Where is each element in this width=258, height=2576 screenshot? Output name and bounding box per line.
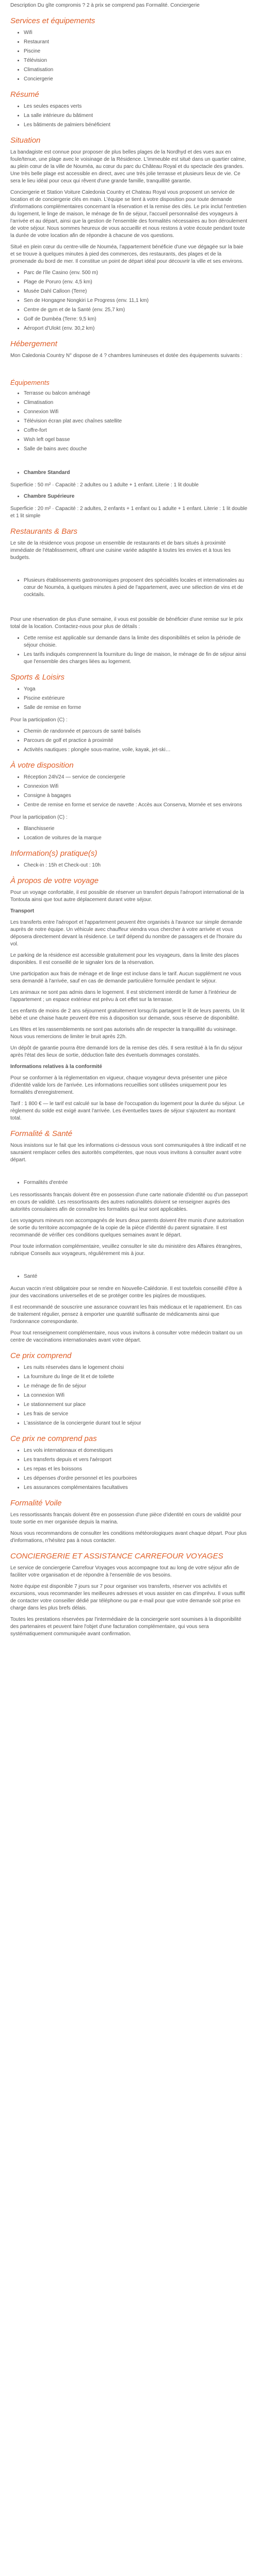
list-item: • Golf de Dumbéa (Terre: 9,5 km) — [24, 316, 248, 323]
list-item: • Parc de l'île Casino (env. 500 m) — [24, 269, 248, 277]
services-title: Services et équipements — [10, 16, 95, 25]
list-item: • La salle intérieure du bâtiment — [24, 112, 248, 120]
formalite-voile-paragraph: Nous vous recommandons de consulter les conditions météorologiques avant chaque départ. Pour plus d'informations, n'hésitez pas à nous contacter. — [10, 1531, 247, 1544]
participation-paragraph: Pour la participation (C) : — [10, 717, 68, 723]
transport-heading: Transport — [10, 908, 35, 914]
list-item: • Chambre Standard — [24, 469, 248, 477]
voyage-paragraph: Les animaux ne sont pas admis dans le logement. Il est strictement interdit de fumer à l'intérieur de l'appartement ; un espace extérieur est prévu à cet effet sur la terrasse. — [10, 990, 237, 1003]
list-item: • Connexion Wifi — [24, 783, 248, 790]
chambre-standard-details: Superficie : 50 m² · Capacité : 2 adultes ou 1 adulte + 1 enfant. Literie : 1 lit double — [10, 482, 199, 488]
formalite-title: Formalité & Santé — [10, 1129, 73, 1139]
list-item: • Conciergerie — [24, 76, 248, 83]
list-item: • Chambre Supérieure — [24, 493, 248, 500]
voyage-paragraph: Pour un voyage confortable, il est possible de réserver un transfert depuis l'aéroport international de la Tontouta ainsi que tout autre déplacement durant votre séjour. — [10, 890, 244, 903]
list-item: • Parcours de golf et practice à proximité — [24, 737, 248, 744]
formalite-paragraph: Les ressortissants français doivent être en possession d'une carte nationale d'identité ou d'un passeport en cours de validité. Les ressortissants des autres nationalités doivent se renseigner auprès des autorités consulaires afin de connaître les formalités qui leur sont applicables. — [10, 1192, 248, 1213]
list-item: • Wish left ogel basse — [24, 436, 248, 444]
intro-text: Description Du gîte compromis ? 2 à prix se comprend pas Formalité. Conciergerie — [10, 3, 200, 8]
conciergerie-paragraph: Notre équipe est disponible 7 jours sur 7 pour organiser vos transferts, réserver vos activités et excursions, vous recommander les meilleures adresses et vous assister en cas d'imprévu. Il vous suffit de contacter votre conseiller dédié par téléphone ou par e-mail pour que votre demande soit prise en charge dans les plus brefs délais. — [10, 1584, 245, 1612]
conciergerie-paragraph: Toutes les prestations réservées par l'intermédiaire de la conciergerie sont soumises à la disponibilité des partenaires et peuvent faire l'objet d'une facturation complémentaire, qui vous sera systématiquement communiquée avant confirmation. — [10, 1617, 241, 1637]
list-item: • Salle de bains avec douche — [24, 446, 248, 453]
page — [0, 2, 258, 1663]
list-item: • Aéroport d'Ulokt (env. 30,2 km) — [24, 325, 248, 332]
list-item: • Les seules espaces verts — [24, 103, 248, 110]
list-item: • Les tarifs indiqués comprennent la fourniture du linge de maison, le ménage de fin de séjour ainsi que l'ensemble des charges liées au logement. — [24, 651, 248, 666]
list-item: • Coffre-fort — [24, 427, 248, 434]
situation-paragraph: La bandagiste est connue pour proposer de plus belles plages de la Nordhyd et des vues aux en foule/tenue, une plage avec le voisinage de la Résidence. L'immeuble est situé dans un quartier calme, au plein cœur de la ville de Nouméa, au cœur du parc du Château Royal et du spectacle des grandes. Une très belle plage est accessible en direct, avec une très jolie terrasse et plusieurs lieux de vie. Ce sera le lieu idéal pour ceux qui rêvent d'une grande famille, tranquillité garantie. — [10, 149, 246, 184]
formalite-paragraph: Pour tout renseignement complémentaire, nous vous invitons à consulter votre médecin traitant ou un centre de vaccinations internationales avant votre départ. — [10, 1330, 243, 1344]
list-item: • Restaurant — [24, 39, 248, 46]
list-item: • La connexion Wifi — [24, 1392, 248, 1399]
comprend-pas-title: Ce prix ne comprend pas — [10, 1434, 97, 1444]
chambre-superieure — [10, 493, 248, 500]
list-item: • Connexion Wifi — [24, 409, 248, 416]
voyage-paragraph: Les fêtes et les rassemblements ne sont pas autorisés afin de respecter la tranquillité du voisinage. Nous vous remercions de limiter le bruit après 22h. — [10, 1027, 237, 1040]
list-item: • Piscine extérieure — [24, 695, 248, 702]
list-item: • Blanchisserie — [24, 825, 248, 833]
list-item: • Chemin de randonnée et parcours de santé balisés — [24, 728, 248, 735]
comprend-title: Ce prix comprend — [10, 1351, 72, 1361]
list-item: • Les bâtiments de palmiers bénéficient — [24, 122, 248, 129]
restaurants-paragraph: Le site de la résidence vous propose un ensemble de restaurants et de bars situés à proximité immédiate de l'établissement, offrant une cuisine variée adaptée à toutes les envies et à tous les budgets. — [10, 540, 231, 561]
voyage-paragraph: Les enfants de moins de 2 ans séjournent gratuitement lorsqu'ils partagent le lit de leurs parents. Un lit bébé et une chaise haute peuvent être mis à disposition sur demande, sous réserve de disponibilité. — [10, 1008, 245, 1022]
formalite-paragraph: Les voyageurs mineurs non accompagnés de leurs deux parents doivent être munis d'une autorisation de sortie du territoire accompagnée de la copie de la pièce d'identité du parent signataire. Il est recommandé de vérifier ces conditions quelques semaines avant le départ. — [10, 1218, 244, 1239]
list-item: • Les repas et les boissons — [24, 1466, 248, 1473]
list-item: • Sen de Hongagne Nongkiri Le Progress (env. 11,1 km) — [24, 297, 248, 304]
list-item: • Le stationnement sur place — [24, 1401, 248, 1409]
sports-title: Sports & Loisirs — [10, 673, 65, 682]
note-paragraph: Pour une réservation de plus d'une semaine, il vous est possible de bénéficier d'une remise sur le prix total de la location. Contactez-nous pour plus de détails : — [10, 617, 243, 630]
list-item: • Climatisation — [24, 399, 248, 406]
comprend-list — [10, 1364, 248, 1427]
conciergerie-title: CONCIERGERIE ET ASSISTANCE CARREFOUR VOYAGES — [10, 1552, 223, 1561]
voyage-title: À propos de votre voyage — [10, 876, 99, 886]
list-item: • L'assistance de la conciergerie durant tout le séjour — [24, 1420, 248, 1427]
list-item: • Les assurances complémentaires facultatives — [24, 1484, 248, 1492]
sante-list — [10, 1273, 248, 1280]
participation-list — [10, 728, 248, 754]
voyage-paragraph: Une participation aux frais de ménage et de linge est incluse dans le tarif. Aucun supplément ne vous sera demandé à l'arrivée, sauf en cas de demande particulière formulée pendant le séjour. — [10, 971, 241, 985]
disposition-title: À votre disposition — [10, 761, 74, 770]
list-item: • Location de voitures de la marque — [24, 835, 248, 842]
list-item: • Cette remise est applicable sur demande dans la limite des disponibilités et selon la période de séjour choisie. — [24, 635, 248, 649]
sports-list — [10, 686, 248, 711]
formalite-voile-paragraph: Les ressortissants français doivent être en possession d'une pièce d'identité en cours de validité pour toute sortie en mer organisée depuis la marina. — [10, 1512, 241, 1526]
list-item: • Télévision — [24, 57, 248, 64]
voyage-paragraph: Les transferts entre l'aéroport et l'appartement peuvent être organisés à l'avance sur simple demande auprès de notre équipe. Un véhicule avec chauffeur viendra vous chercher à votre arrivée et vous déposera directement devant la résidence. Le tarif dépend du nombre de passagers et de l'horaire du vol. — [10, 920, 243, 947]
list-item: • Wifi — [24, 29, 248, 37]
formalite-paragraph: Aucun vaccin n'est obligatoire pour se rendre en Nouvelle-Calédonie. Il est toutefois conseillé d'être à jour des vaccinations universelles et de se protéger contre les piqûres de moustiques. — [10, 1286, 242, 1299]
conformite-heading: Informations relatives à la conformité — [10, 1064, 102, 1070]
voyage-paragraph: Un dépôt de garantie pourra être demandé lors de la remise des clés. Il sera restitué à la fin du séjour après l'état des lieux de sortie, déduction faite des éventuels dommages constatés. — [10, 1045, 243, 1059]
situation-paragraph: Situé en plein cœur du centre-ville de Nouméa, l'appartement bénéficie d'une vue dégagée sur la baie et se trouve à quelques minutes à pied des commerces, des restaurants, des plages et de la promenade du bord de mer. Il constitue un point de départ idéal pour découvrir la ville et ses environs. — [10, 244, 244, 264]
equipements-list — [10, 390, 248, 453]
disposition-list — [10, 774, 248, 809]
list-item: • Les dépenses d'ordre personnel et les pourboires — [24, 1475, 248, 1482]
voyage-paragraph: Tarif : 1 800 € — le tarif est calculé sur la base de l'occupation du logement pour la durée du séjour. Le règlement du solde est exigé avant l'arrivée. Les éventuelles taxes de séjour s'ajoutent au montant total. — [10, 1101, 245, 1122]
list-item: • Le ménage de fin de séjour — [24, 1383, 248, 1390]
list-item: • Terrasse ou balcon aménagé — [24, 390, 248, 397]
list-item: • Les transferts depuis et vers l'aéroport — [24, 1456, 248, 1464]
situation-title: Situation — [10, 136, 41, 145]
list-item: • Santé — [24, 1273, 248, 1280]
services-list — [10, 29, 248, 83]
voyage-paragraph: Pour se conformer à la réglementation en vigueur, chaque voyageur devra présenter une pièce d'identité valide lors de l'arrivée. Les informations recueillies sont utilisées uniquement pour les formalités d'enregistrement. — [10, 1075, 228, 1096]
hebergement-paragraph: Mon Caledonia Country N° dispose de 4 ? chambres lumineuses et dotée des équipements suivants : — [10, 353, 243, 359]
participation2-paragraph: Pour la participation (C) : — [10, 815, 68, 821]
list-item: • Activités nautiques : plongée sous-marine, voile, kayak, jet-ski… — [24, 747, 248, 754]
restaurants-list — [10, 577, 248, 599]
list-item: • Consigne à bagages — [24, 792, 248, 800]
chambre-superieure-details: Superficie : 20 m² · Capacité : 2 adultes, 2 enfants + 1 enfant ou 1 adulte + 1 enfant. Literie : 1 lit double et 1 lit simple — [10, 506, 248, 519]
equipements-title: Équipements — [10, 379, 50, 386]
note-list — [10, 635, 248, 666]
list-item: • Centre de remise en forme et service de navette : Accès aux Conserva, Mornée et ses environs — [24, 802, 248, 809]
participation2-list — [10, 825, 248, 842]
chambre-standard — [10, 469, 248, 477]
list-item: • Climatisation — [24, 66, 248, 74]
formalite-paragraph: Pour toute information complémentaire, veuillez consulter le site du ministère des Affaires étrangères, rubrique Conseils aux voyageurs, régulièrement mis à jour. — [10, 1244, 242, 1257]
information-title: Information(s) pratique(s) — [10, 849, 98, 858]
list-item: • Les frais de service — [24, 1411, 248, 1418]
list-item: • Formalités d'entrée — [24, 1179, 248, 1187]
list-item: • Salle de remise en forme — [24, 704, 248, 711]
list-item: • La fourniture du linge de lit et de toilette — [24, 1374, 248, 1381]
list-item: • Plage de Poruro (env. 4,5 km) — [24, 279, 248, 286]
list-item: • Les vols internationaux et domestiques — [24, 1447, 248, 1454]
restaurants-title: Restaurants & Bars — [10, 527, 78, 536]
resume-title: Résumé — [10, 90, 39, 99]
formalite-list — [10, 1179, 248, 1187]
conciergerie-paragraph: Le service de conciergerie Carrefour Voyages vous accompagne tout au long de votre séjour afin de faciliter votre organisation et de répondre à l'ensemble de vos besoins. — [10, 1565, 239, 1579]
formalite-paragraph: Il est recommandé de souscrire une assurance couvrant les frais médicaux et le rapatriement. En cas de traitement régulier, pensez à emporter une quantité suffisante de médicaments ainsi que l'ordonnance correspondante. — [10, 1304, 242, 1325]
comprend-pas-list — [10, 1447, 248, 1492]
formalite-voile-title: Formalité Voile — [10, 1499, 62, 1508]
list-item: • Centre de gym et de la Santé (env. 25,7 km) — [24, 307, 248, 314]
list-item: • Musée Dahl Calloon (Terre) — [24, 288, 248, 295]
formalite-paragraph: Nous insistons sur le fait que les informations ci-dessous vous sont communiquées à titre indicatif et ne sauraient remplacer celles des autorités compétentes, que nous vous invitons à consulter avant votre départ. — [10, 1143, 246, 1163]
list-item: • Check-in : 15h et Check-out : 10h — [24, 862, 248, 869]
list-item: • Les nuits réservées dans le logement choisi — [24, 1364, 248, 1371]
situation-paragraph: Conciergerie et Station Voiture Caledonia Country et Chateau Royal vous proposent un service de location et de conciergerie clés en main. L'équipe se tient à votre disposition pour toute demande d'informations complémentaires concernant la réservation et la remise des clés. Le prix inclut l'entretien du logement, le linge de maison, le ménage de fin de séjour, l'accueil personnalisé des voyageurs à l'arrivée et au départ, ainsi que la gestion de l'ensemble des formalités nécessaires au bon déroulement de votre séjour. Nous sommes heureux de vous accueillir et nous restons à votre écoute pendant toute la durée de votre location afin de répondre à chacune de vos questions. — [10, 190, 248, 239]
hebergement-title: Hébergement — [10, 340, 57, 348]
list-item: • Piscine — [24, 48, 248, 55]
list-item: • Plusieurs établissements gastronomiques proposent des spécialités locales et internationales au cœur de Nouméa, à quelques minutes à pied de l'appartement, avec une sélection de vins et de cocktails. — [24, 577, 248, 599]
resume-list — [10, 103, 248, 129]
information-list — [10, 862, 248, 869]
list-item: • Télévision écran plat avec chaînes satellite — [24, 418, 248, 425]
list-item: • Réception 24h/24 — service de conciergerie — [24, 774, 248, 781]
nearby-places-list — [10, 269, 248, 332]
voyage-paragraph: Le parking de la résidence est accessible gratuitement pour les voyageurs, dans la limite des places disponibles. Il est conseillé de le signaler lors de la réservation. — [10, 953, 239, 966]
list-item: • Yoga — [24, 686, 248, 693]
